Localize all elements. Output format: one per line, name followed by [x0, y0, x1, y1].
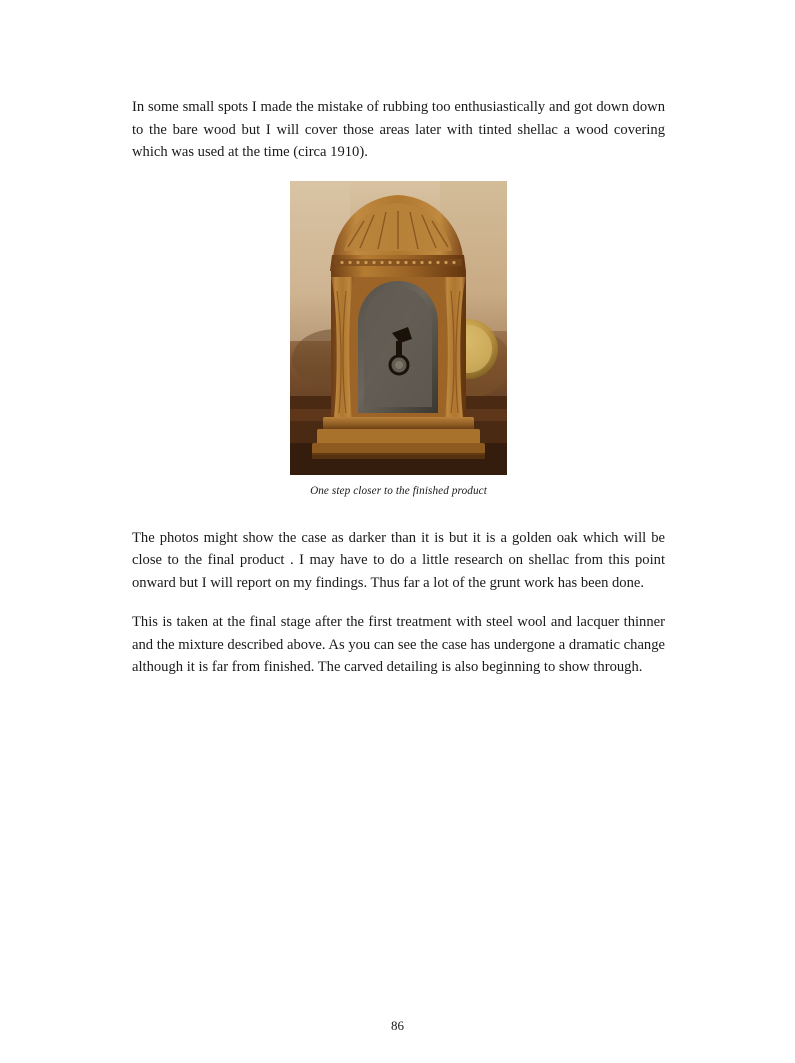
paragraph-3: This is taken at the final stage after the first treatment with steel wool and lacquer thinner and the mixture described above. As you can see the case has undergone a dramatic change although it is far from finished. The carved detailing is also beginning to show through. [132, 614, 665, 675]
page-number: 86 [391, 1018, 404, 1033]
paragraph-2: The photos might show the case as darker than it is but it is a golden oak which will be close to the final product . I may have to do a little research on shellac from this point onward but I will report on my findings. Thus far a lot of the grunt work has been done. [132, 529, 665, 591]
figure-caption: One step closer to the finished product [310, 484, 487, 497]
spacer [132, 497, 665, 527]
page-content [132, 96, 665, 679]
antique-oak-mantel-clock-case-photo [290, 181, 507, 475]
figure-block [132, 181, 665, 497]
paragraph-1: In some small spots I made the mistake of rubbing too enthusiastically and got down down to the bare wood but I will cover those areas later with tinted shellac a wood covering which was used at the time (circa 1910). [132, 99, 665, 160]
